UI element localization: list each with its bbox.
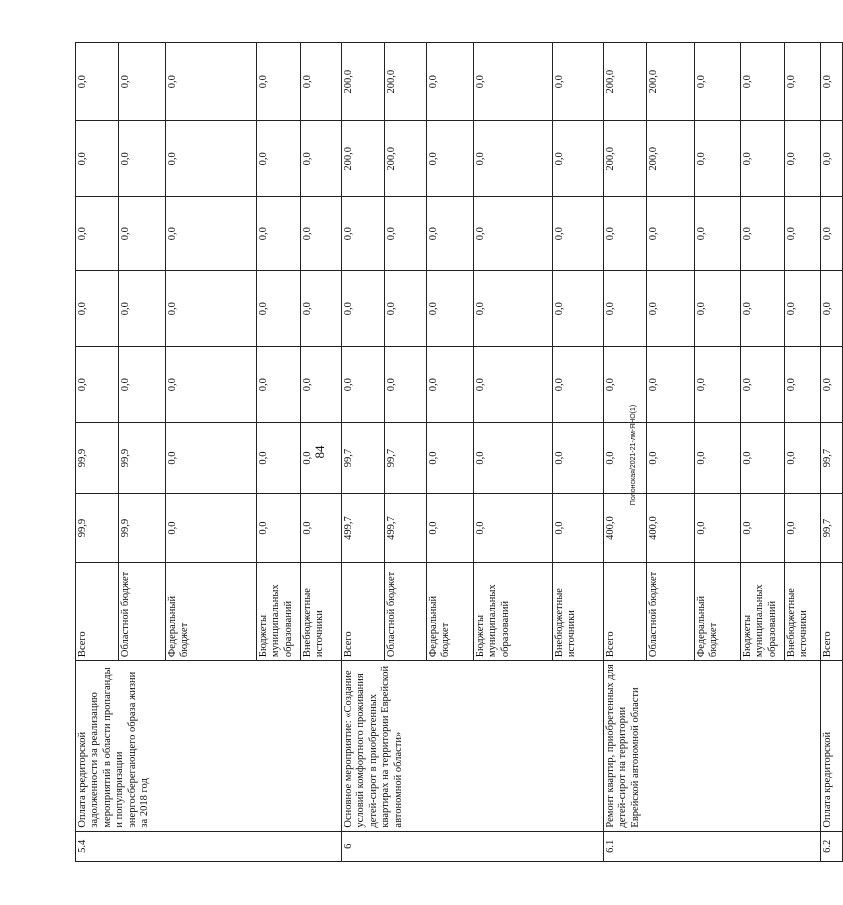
table-row	[76, 43, 119, 862]
amount-cell: 0,0	[821, 347, 843, 423]
funding-source-cell: Областной бюджет	[647, 563, 695, 661]
amount-cell: 0,0	[301, 197, 342, 271]
amount-cell: 0,0	[785, 493, 821, 563]
amount-cell: 0,0	[741, 43, 785, 121]
amount-cell: 0,0	[119, 271, 166, 347]
amount-cell: 499,7	[342, 493, 385, 563]
table-row	[604, 43, 647, 862]
amount-cell: 99,7	[821, 493, 843, 563]
amount-cell: 0,0	[474, 493, 553, 563]
amount-cell: 0,0	[695, 347, 741, 423]
amount-cell: 99,9	[76, 423, 119, 494]
amount-cell: 0,0	[166, 493, 257, 563]
page-number: 84	[312, 445, 327, 459]
amount-cell: 0,0	[785, 347, 821, 423]
activity-name-cell: Оплата кредиторской	[821, 661, 843, 832]
amount-cell: 0,0	[257, 423, 301, 494]
amount-cell: 99,9	[119, 493, 166, 563]
amount-cell: 0,0	[166, 423, 257, 494]
amount-cell: 0,0	[695, 271, 741, 347]
amount-cell: 0,0	[76, 121, 119, 197]
amount-cell: 0,0	[76, 271, 119, 347]
amount-cell: 0,0	[741, 423, 785, 494]
amount-cell: 0,0	[821, 271, 843, 347]
funding-source-cell: Всего	[76, 563, 119, 661]
amount-cell: 0,0	[301, 493, 342, 563]
funding-source-cell: Бюджеты муниципальных образований	[741, 563, 785, 661]
amount-cell: 0,0	[474, 197, 553, 271]
amount-cell: 0,0	[385, 347, 427, 423]
funding-source-cell: Областной бюджет	[385, 563, 427, 661]
amount-cell: 0,0	[427, 493, 474, 563]
amount-cell: 0,0	[785, 423, 821, 494]
amount-cell: 0,0	[257, 121, 301, 197]
amount-cell: 0,0	[647, 423, 695, 494]
amount-cell: 0,0	[301, 121, 342, 197]
amount-cell: 0,0	[695, 121, 741, 197]
amount-cell: 200,0	[604, 121, 647, 197]
amount-cell: 0,0	[821, 43, 843, 121]
funding-source-cell: Областной бюджет	[119, 563, 166, 661]
amount-cell: 0,0	[553, 271, 604, 347]
amount-cell: 0,0	[257, 493, 301, 563]
amount-cell: 200,0	[385, 43, 427, 121]
amount-cell: 0,0	[785, 43, 821, 121]
amount-cell: 99,7	[821, 423, 843, 494]
amount-cell: 200,0	[647, 43, 695, 121]
amount-cell: 0,0	[76, 347, 119, 423]
amount-cell: 0,0	[76, 197, 119, 271]
amount-cell: 0,0	[785, 271, 821, 347]
amount-cell: 0,0	[427, 43, 474, 121]
activity-name-cell: Ремонт квартир, приобретенных для детей-сирот на территории Еврейской автономной области	[604, 661, 821, 832]
amount-cell: 0,0	[257, 43, 301, 121]
amount-cell: 0,0	[474, 43, 553, 121]
amount-cell: 0,0	[553, 347, 604, 423]
amount-cell: 0,0	[741, 493, 785, 563]
amount-cell: 0,0	[695, 423, 741, 494]
amount-cell: 99,7	[342, 423, 385, 494]
amount-cell: 200,0	[342, 43, 385, 121]
amount-cell: 0,0	[647, 197, 695, 271]
amount-cell: 0,0	[741, 197, 785, 271]
amount-cell: 0,0	[553, 423, 604, 494]
amount-cell: 0,0	[166, 197, 257, 271]
amount-cell: 0,0	[741, 271, 785, 347]
activity-name-cell: Оплата кредиторской задолженности за реализацию мероприятий в области пропаганды и популяризации энергосберегающего образа жизни за 2018 год	[76, 661, 342, 832]
row-number-cell: 6.1	[604, 831, 821, 861]
amount-cell: 200,0	[647, 121, 695, 197]
row-number-cell: 6.2	[821, 831, 843, 861]
amount-cell: 0,0	[119, 197, 166, 271]
budget-table-body	[76, 43, 843, 862]
amount-cell: 0,0	[119, 121, 166, 197]
funding-source-cell: Всего	[821, 563, 843, 661]
amount-cell: 0,0	[695, 43, 741, 121]
amount-cell: 0,0	[385, 271, 427, 347]
amount-cell: 0,0	[342, 271, 385, 347]
amount-cell: 0,0	[741, 347, 785, 423]
amount-cell: 0,0	[166, 121, 257, 197]
table-row	[342, 43, 385, 862]
amount-cell: 200,0	[342, 121, 385, 197]
amount-cell: 99,9	[76, 493, 119, 563]
funding-source-cell: Бюджеты муниципальных образований	[474, 563, 553, 661]
amount-cell: 400,0	[647, 493, 695, 563]
amount-cell: 0,0	[427, 423, 474, 494]
amount-cell: 0,0	[553, 197, 604, 271]
funding-source-cell: Федеральный бюджет	[695, 563, 741, 661]
funding-source-cell: Всего	[342, 563, 385, 661]
amount-cell: 0,0	[427, 271, 474, 347]
amount-cell: 0,0	[427, 347, 474, 423]
amount-cell: 200,0	[385, 121, 427, 197]
amount-cell: 0,0	[474, 423, 553, 494]
amount-cell: 0,0	[301, 423, 342, 494]
amount-cell: 0,0	[166, 347, 257, 423]
funding-source-cell: Внебюджетные источники	[301, 563, 342, 661]
amount-cell: 0,0	[76, 43, 119, 121]
activity-name-cell: Основное мероприятие: «Создание условий комфортного проживания детей-сирот в приобретенных квартирах на территории Еврейской автономной области»	[342, 661, 604, 832]
amount-cell: 0,0	[385, 197, 427, 271]
amount-cell: 0,0	[647, 271, 695, 347]
funding-source-cell: Всего	[604, 563, 647, 661]
amount-cell: 0,0	[257, 347, 301, 423]
row-number-cell: 5.4	[76, 831, 342, 861]
amount-cell: 99,7	[385, 423, 427, 494]
amount-cell: 0,0	[821, 197, 843, 271]
amount-cell: 0,0	[695, 493, 741, 563]
row-number-cell: 6	[342, 831, 604, 861]
amount-cell: 0,0	[604, 197, 647, 271]
amount-cell: 0,0	[257, 271, 301, 347]
document-code: Полонская/2021-21-лм-ЯНО(1)	[630, 404, 637, 506]
amount-cell: 0,0	[785, 197, 821, 271]
amount-cell: 0,0	[257, 197, 301, 271]
amount-cell: 0,0	[166, 271, 257, 347]
amount-cell: 0,0	[474, 271, 553, 347]
amount-cell: 0,0	[427, 197, 474, 271]
amount-cell: 0,0	[474, 121, 553, 197]
amount-cell: 0,0	[301, 271, 342, 347]
amount-cell: 0,0	[821, 121, 843, 197]
amount-cell: 0,0	[301, 347, 342, 423]
funding-source-cell: Федеральный бюджет	[427, 563, 474, 661]
amount-cell: 0,0	[741, 121, 785, 197]
amount-cell: 0,0	[427, 121, 474, 197]
amount-cell: 99,9	[119, 423, 166, 494]
amount-cell: 200,0	[604, 43, 647, 121]
amount-cell: 499,7	[385, 493, 427, 563]
amount-cell: 0,0	[553, 493, 604, 563]
funding-source-cell: Внебюджетные источники	[785, 563, 821, 661]
amount-cell: 0,0	[474, 347, 553, 423]
funding-source-cell: Бюджеты муниципальных образований	[257, 563, 301, 661]
amount-cell: 0,0	[647, 347, 695, 423]
amount-cell: 0,0	[695, 197, 741, 271]
funding-source-cell: Федеральный бюджет	[166, 563, 257, 661]
amount-cell: 0,0	[785, 121, 821, 197]
amount-cell: 0,0	[166, 43, 257, 121]
amount-cell: 0,0	[342, 197, 385, 271]
amount-cell: 0,0	[553, 43, 604, 121]
amount-cell: 0,0	[604, 423, 647, 494]
amount-cell: 0,0	[301, 43, 342, 121]
amount-cell: 0,0	[553, 121, 604, 197]
funding-source-cell: Внебюджетные источники	[553, 563, 604, 661]
amount-cell: 0,0	[604, 271, 647, 347]
table-row	[821, 43, 843, 862]
amount-cell: 0,0	[119, 347, 166, 423]
amount-cell: 0,0	[604, 347, 647, 423]
amount-cell: 400,0	[604, 493, 647, 563]
budget-table	[75, 42, 843, 862]
amount-cell: 0,0	[119, 43, 166, 121]
amount-cell: 0,0	[342, 347, 385, 423]
